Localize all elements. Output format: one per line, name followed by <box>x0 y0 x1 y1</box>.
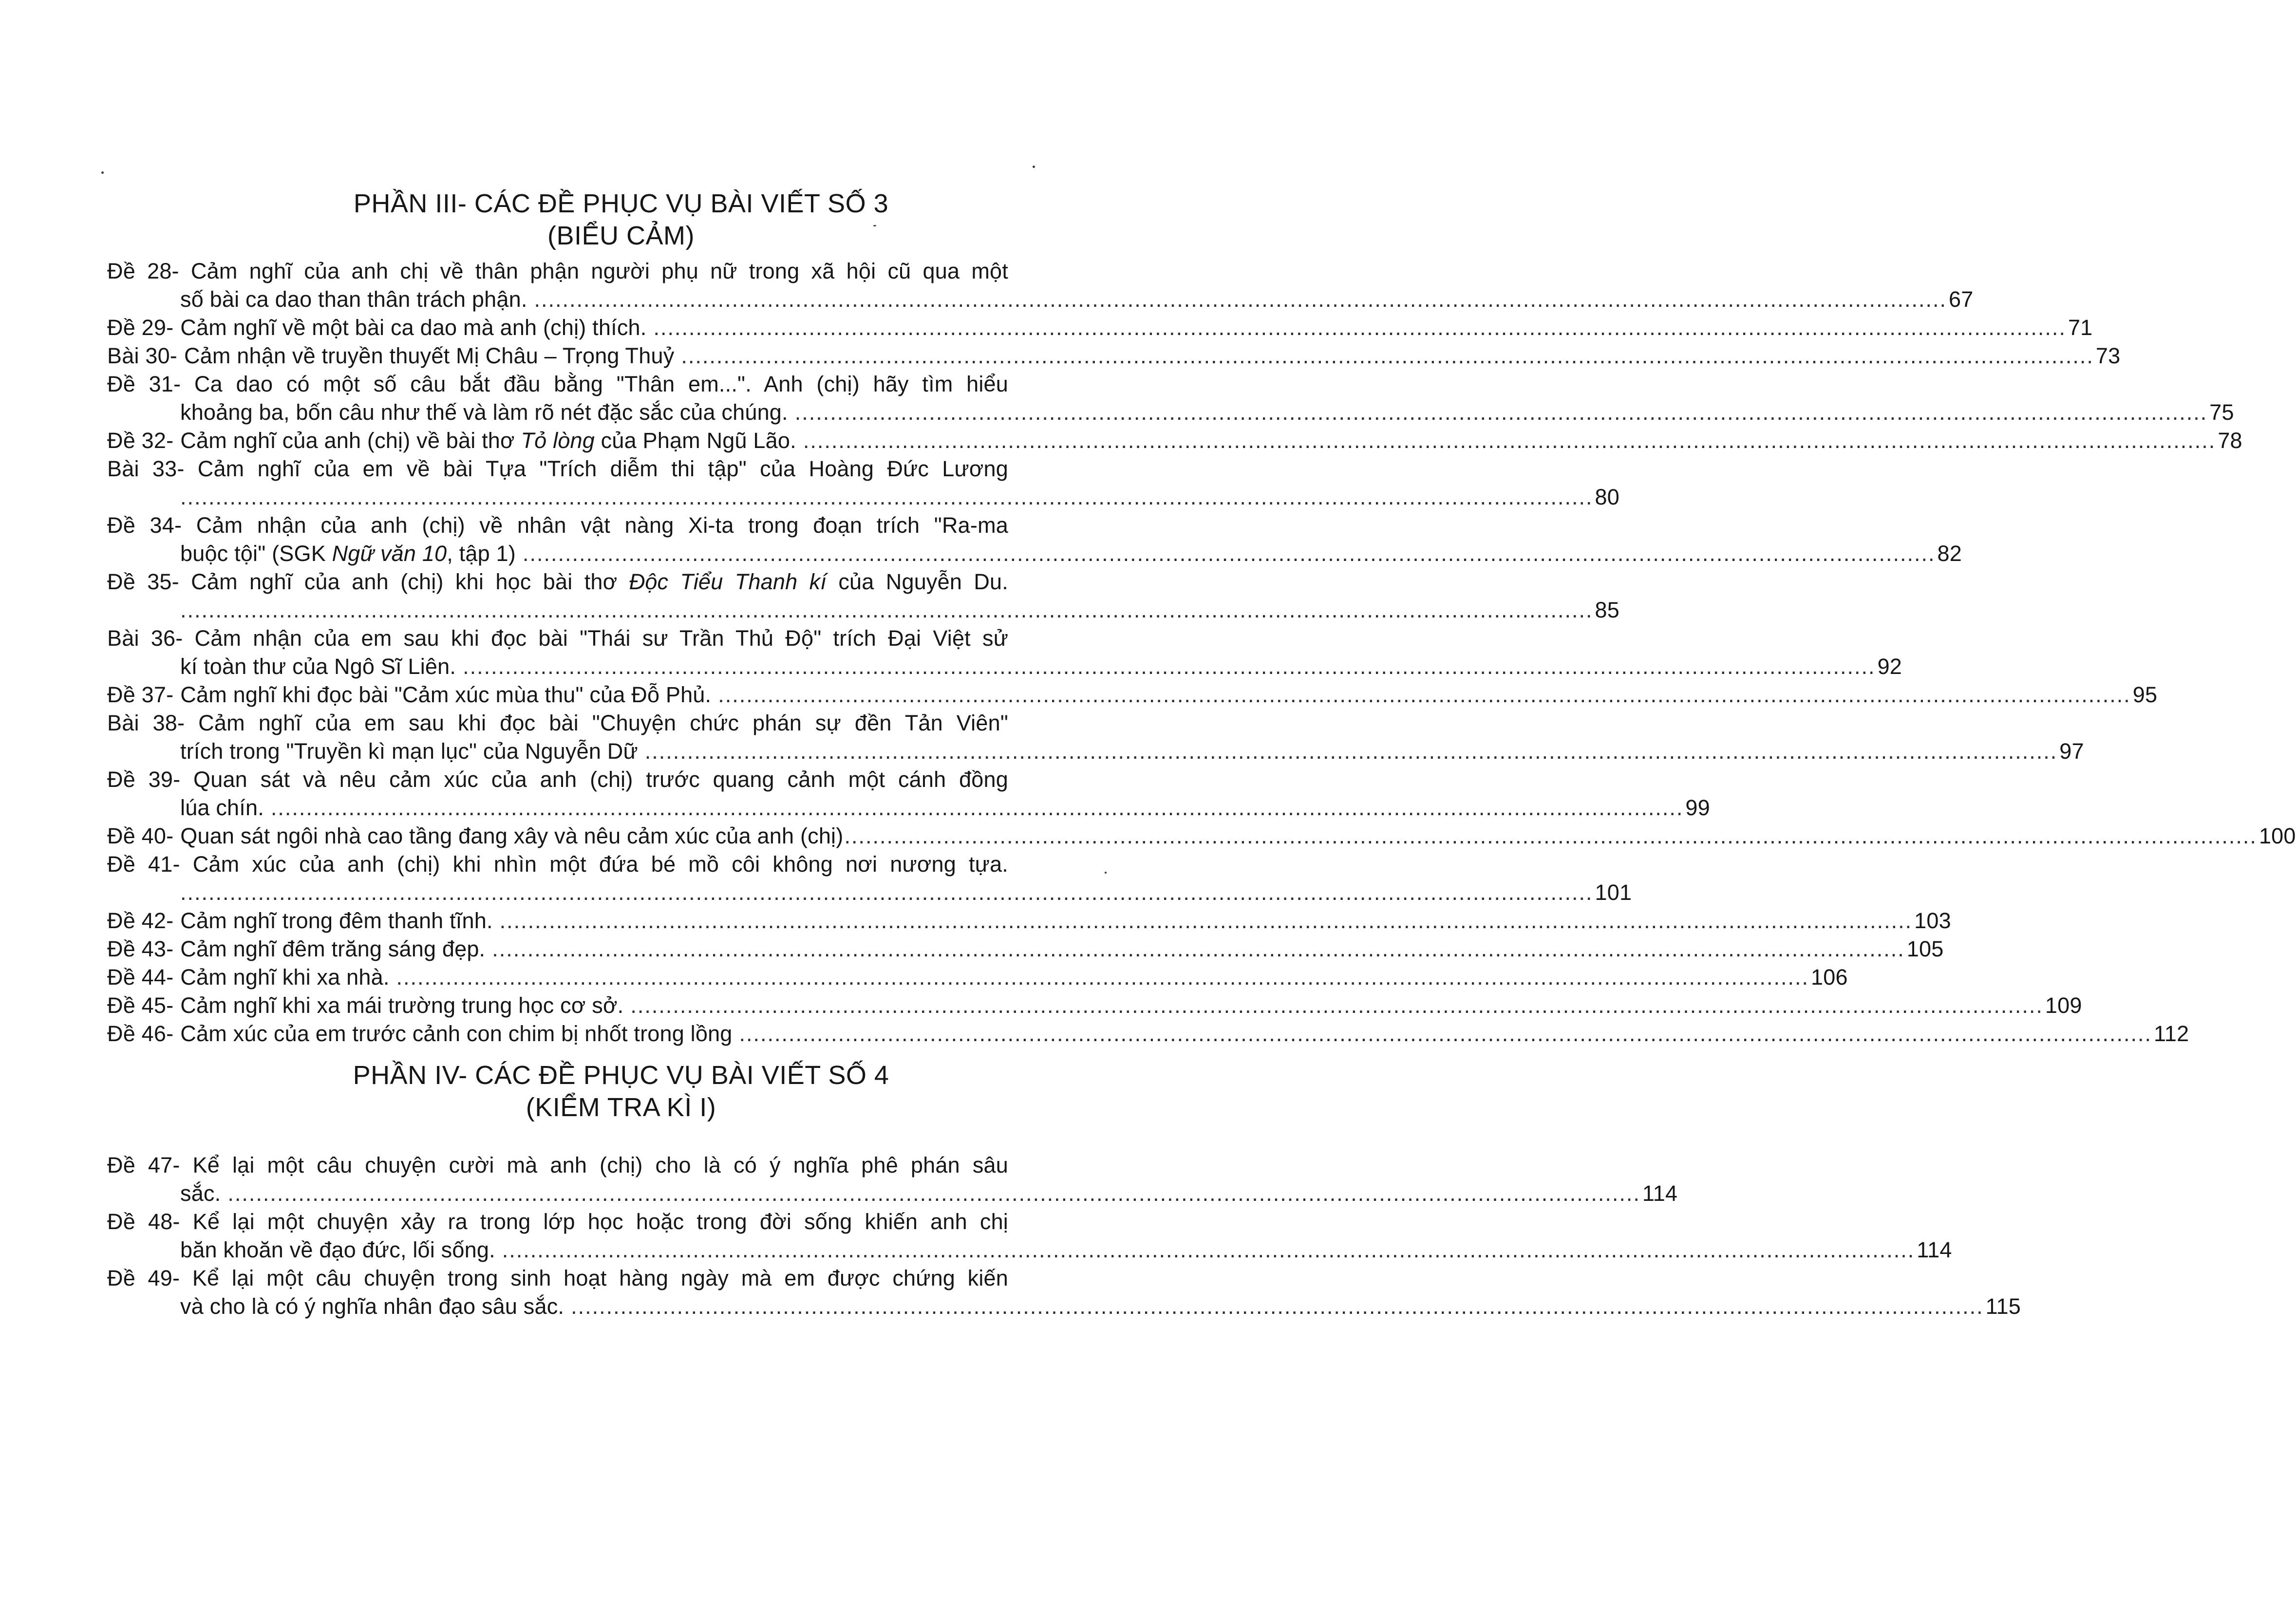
toc-entry-35[interactable] <box>107 568 1619 624</box>
page-number: 80 <box>1595 485 1619 509</box>
entry-label: Đề 31- <box>107 372 181 396</box>
toc-entry-48[interactable] <box>107 1208 1952 1264</box>
page-number: 106 <box>1811 965 1848 990</box>
toc-entry-43[interactable] <box>107 935 1944 963</box>
page-number: 75 <box>2209 400 2234 425</box>
work-title: Tỏ lòng <box>521 428 595 453</box>
leader-dots <box>463 653 1876 681</box>
page-number: 115 <box>1985 1294 2021 1319</box>
entry-title-cont: và cho là có ý nghĩa nhân đạo sâu sắc. <box>180 1294 565 1319</box>
part4-toc <box>107 1151 2021 1321</box>
entry-label: Đề 42- <box>107 908 174 933</box>
leader-dots <box>718 681 2131 709</box>
page-number: 78 <box>2218 428 2242 453</box>
toc-entry-34[interactable] <box>107 511 1962 568</box>
entry-title: Cảm nghĩ đêm trăng sáng đẹp. <box>180 936 486 961</box>
leader-dots <box>803 427 2216 455</box>
entry-label: Đề 43- <box>107 936 174 961</box>
leader-dots <box>630 991 2043 1020</box>
leader-dots <box>227 1179 1640 1208</box>
entry-title-cont: sắc. <box>180 1181 221 1206</box>
scan-speck <box>1105 872 1107 874</box>
toc-entry-33[interactable] <box>107 455 1619 511</box>
toc-entry-49[interactable] <box>107 1264 2021 1321</box>
page-number: 109 <box>2045 993 2082 1018</box>
entry-label: Đề 40- <box>107 823 174 848</box>
entry-title: Cảm nghĩ khi xa nhà. <box>180 965 390 990</box>
page-number: 105 <box>1906 936 1944 961</box>
work-title: Độc Tiểu Thanh kí <box>629 569 827 594</box>
leader-dots <box>396 963 1809 991</box>
entry-label: Bài 30- <box>107 343 177 368</box>
leader-dots <box>502 1236 1915 1264</box>
page-number: 112 <box>2154 1021 2189 1046</box>
leader-dots <box>523 540 1936 568</box>
entry-title: Cảm nghĩ của em sau khi đọc bài "Chuyện chức phán sự đền Tản Viên" <box>198 710 1008 735</box>
page-number: 71 <box>2068 315 2093 340</box>
entry-label: Đề 48- <box>107 1209 180 1234</box>
page-number: 73 <box>2095 343 2121 368</box>
page-number: 103 <box>1914 908 1951 933</box>
entry-title: Cảm nhận của anh (chị) về nhân vật nàng Xi-ta trong đoạn trích "Ra-ma <box>196 513 1008 538</box>
page-number: 67 <box>1949 287 1974 312</box>
part3-title <box>0 187 1242 252</box>
page-number: 92 <box>1877 654 1902 679</box>
leader-dots <box>739 1020 2152 1048</box>
entry-label: Đề 45- <box>107 993 174 1018</box>
entry-label: Đề 28- <box>107 259 179 283</box>
page-number: 101 <box>1595 880 1632 905</box>
entry-label: Đề 37- <box>107 682 174 707</box>
leader-dots <box>681 342 2094 370</box>
toc-entry-40[interactable] <box>107 822 2296 850</box>
entry-label: Đề 39- <box>107 767 181 792</box>
toc-entry-38[interactable] <box>107 709 2084 766</box>
scan-speck <box>101 171 104 174</box>
entry-title: Cảm nhận của em sau khi đọc bài "Thái sư Trần Thủ Độ" trích Đại Việt sử <box>194 626 1009 651</box>
toc-entry-36[interactable] <box>107 624 1902 681</box>
entry-title: Cảm nghĩ của anh (chị) về bài thơ Tỏ lòng của Phạm Ngũ Lão. <box>180 428 796 453</box>
toc-entry-31[interactable] <box>107 370 2234 427</box>
part3-toc <box>107 257 2296 1048</box>
entry-label: Bài 36- <box>107 626 183 651</box>
entry-title-cont: khoảng ba, bốn câu như thế và làm rõ nét đặc sắc của chúng. <box>180 400 788 425</box>
entry-title: Cảm nghĩ về một bài ca dao mà anh (chị) thích. <box>180 315 647 340</box>
leader-dots <box>180 596 1593 624</box>
entry-label: Đề 47- <box>107 1153 180 1177</box>
entry-title-cont: trích trong "Truyền kì mạn lục" của Nguyễn Dữ <box>180 739 638 764</box>
toc-entry-29[interactable] <box>107 314 2093 342</box>
entry-title: Quan sát và nêu cảm xúc của anh (chị) trước quang cảnh một cánh đồng <box>193 767 1008 792</box>
entry-label: Bài 38- <box>107 710 185 735</box>
toc-entry-37[interactable] <box>107 681 2158 709</box>
entry-title: Cảm nghĩ của anh chị về thân phận người phụ nữ trong xã hội cũ qua một <box>190 259 1008 283</box>
leader-dots <box>534 285 1947 314</box>
entry-label: Đề 32- <box>107 428 174 453</box>
page-number: 114 <box>1917 1237 1952 1262</box>
page-number: 99 <box>1685 795 1710 820</box>
entry-title: Quan sát ngôi nhà cao tầng đang xây và nêu cảm xúc của anh (chị) <box>180 823 844 848</box>
page-number: 95 <box>2132 682 2158 707</box>
entry-title-cont: số bài ca dao than thân trách phận. <box>180 287 527 312</box>
toc-entry-28[interactable] <box>107 257 1974 314</box>
part4-title-line1: PHẦN IV- CÁC ĐỀ PHỤC VỤ BÀI VIẾT SỐ 4 <box>353 1061 889 1090</box>
leader-dots <box>653 314 2066 342</box>
entry-title: Cảm nhận về truyền thuyết Mị Châu – Trọng Thuỷ <box>184 343 675 368</box>
entry-title: Cảm xúc của anh (chị) khi nhìn một đứa bé mồ côi không nơi nương tựa. <box>192 852 1008 877</box>
part4-title-line2: (KIỂM TRA KÌ I) <box>526 1093 716 1122</box>
entry-title: Cảm nghĩ khi đọc bài "Cảm xúc mùa thu" của Đỗ Phủ. <box>180 682 712 707</box>
page-number: 100 <box>2258 823 2296 848</box>
leader-dots <box>492 935 1905 963</box>
entry-title-cont: buộc tội" (SGK Ngữ văn 10, tập 1) <box>180 541 516 566</box>
toc-entry-44[interactable] <box>107 963 1848 991</box>
leader-dots <box>844 822 2257 850</box>
toc-entry-30[interactable] <box>107 342 2121 370</box>
entry-title-cont: kí toàn thư của Ngô Sĩ Liên. <box>180 654 456 679</box>
entry-label: Bài 33- <box>107 456 185 481</box>
leader-dots <box>795 398 2208 427</box>
toc-entry-45[interactable] <box>107 991 2082 1020</box>
leader-dots <box>271 794 1684 822</box>
entry-title: Cảm nghĩ của anh (chị) khi học bài thơ Độc Tiểu Thanh kí của Nguyễn Du. <box>191 569 1008 594</box>
toc-entry-41[interactable] <box>107 850 1632 907</box>
entry-title-cont: băn khoăn về đạo đức, lối sống. <box>180 1237 495 1262</box>
entry-title: Cảm nghĩ của em về bài Tựa "Trích diễm thi tập" của Hoàng Đức Lương <box>197 456 1008 481</box>
leader-dots <box>645 737 2058 766</box>
scan-speck <box>1033 166 1035 168</box>
entry-title: Kể lại một chuyện xảy ra trong lớp học hoặc trong đời sống khiến anh chị <box>192 1209 1008 1234</box>
leader-dots <box>571 1292 1984 1321</box>
toc-entry-32[interactable] <box>107 427 2242 455</box>
part3-title-line1: PHẦN III- CÁC ĐỀ PHỤC VỤ BÀI VIẾT SỐ 3 <box>353 189 889 218</box>
leader-dots <box>180 878 1593 907</box>
entry-title: Kể lại một câu chuyện cười mà anh (chị) cho là có ý nghĩa phê phán sâu <box>192 1153 1008 1177</box>
entry-label: Đề 29- <box>107 315 174 340</box>
toc-entry-39[interactable] <box>107 766 1710 822</box>
toc-entry-46[interactable] <box>107 1020 2189 1048</box>
page-number: 85 <box>1595 598 1619 622</box>
entry-title: Cảm xúc của em trước cảnh con chim bị nhốt trong lồng <box>180 1021 733 1046</box>
entry-title: Cảm nghĩ khi xa mái trường trung học cơ sở. <box>180 993 624 1018</box>
leader-dots <box>500 907 1913 935</box>
entry-label: Đề 34- <box>107 513 182 538</box>
entry-title: Cảm nghĩ trong đêm thanh tĩnh. <box>180 908 493 933</box>
entry-title-cont: lúa chín. <box>180 795 264 820</box>
entry-label: Đề 35- <box>107 569 179 594</box>
page-number: 82 <box>1937 541 1962 566</box>
toc-entry-47[interactable] <box>107 1151 1678 1208</box>
entry-label: Đề 46- <box>107 1021 174 1046</box>
part4-title <box>0 1059 1242 1123</box>
entry-label: Đề 41- <box>107 852 180 877</box>
entry-label: Đề 49- <box>107 1266 180 1290</box>
part3-title-line2: (BIỂU CẢM) <box>547 221 695 250</box>
entry-title: Kể lại một câu chuyện trong sinh hoạt hàng ngày mà em được chứng kiến <box>192 1266 1009 1290</box>
page-number: 97 <box>2059 739 2084 764</box>
entry-label: Đề 44- <box>107 965 174 990</box>
work-title: Ngữ văn 10 <box>332 541 447 566</box>
toc-entry-42[interactable] <box>107 907 1951 935</box>
entry-title: Ca dao có một số câu bắt đầu bằng "Thân em...". Anh (chị) hãy tìm hiểu <box>194 372 1009 396</box>
leader-dots <box>180 483 1593 511</box>
page-number: 114 <box>1642 1181 1678 1206</box>
